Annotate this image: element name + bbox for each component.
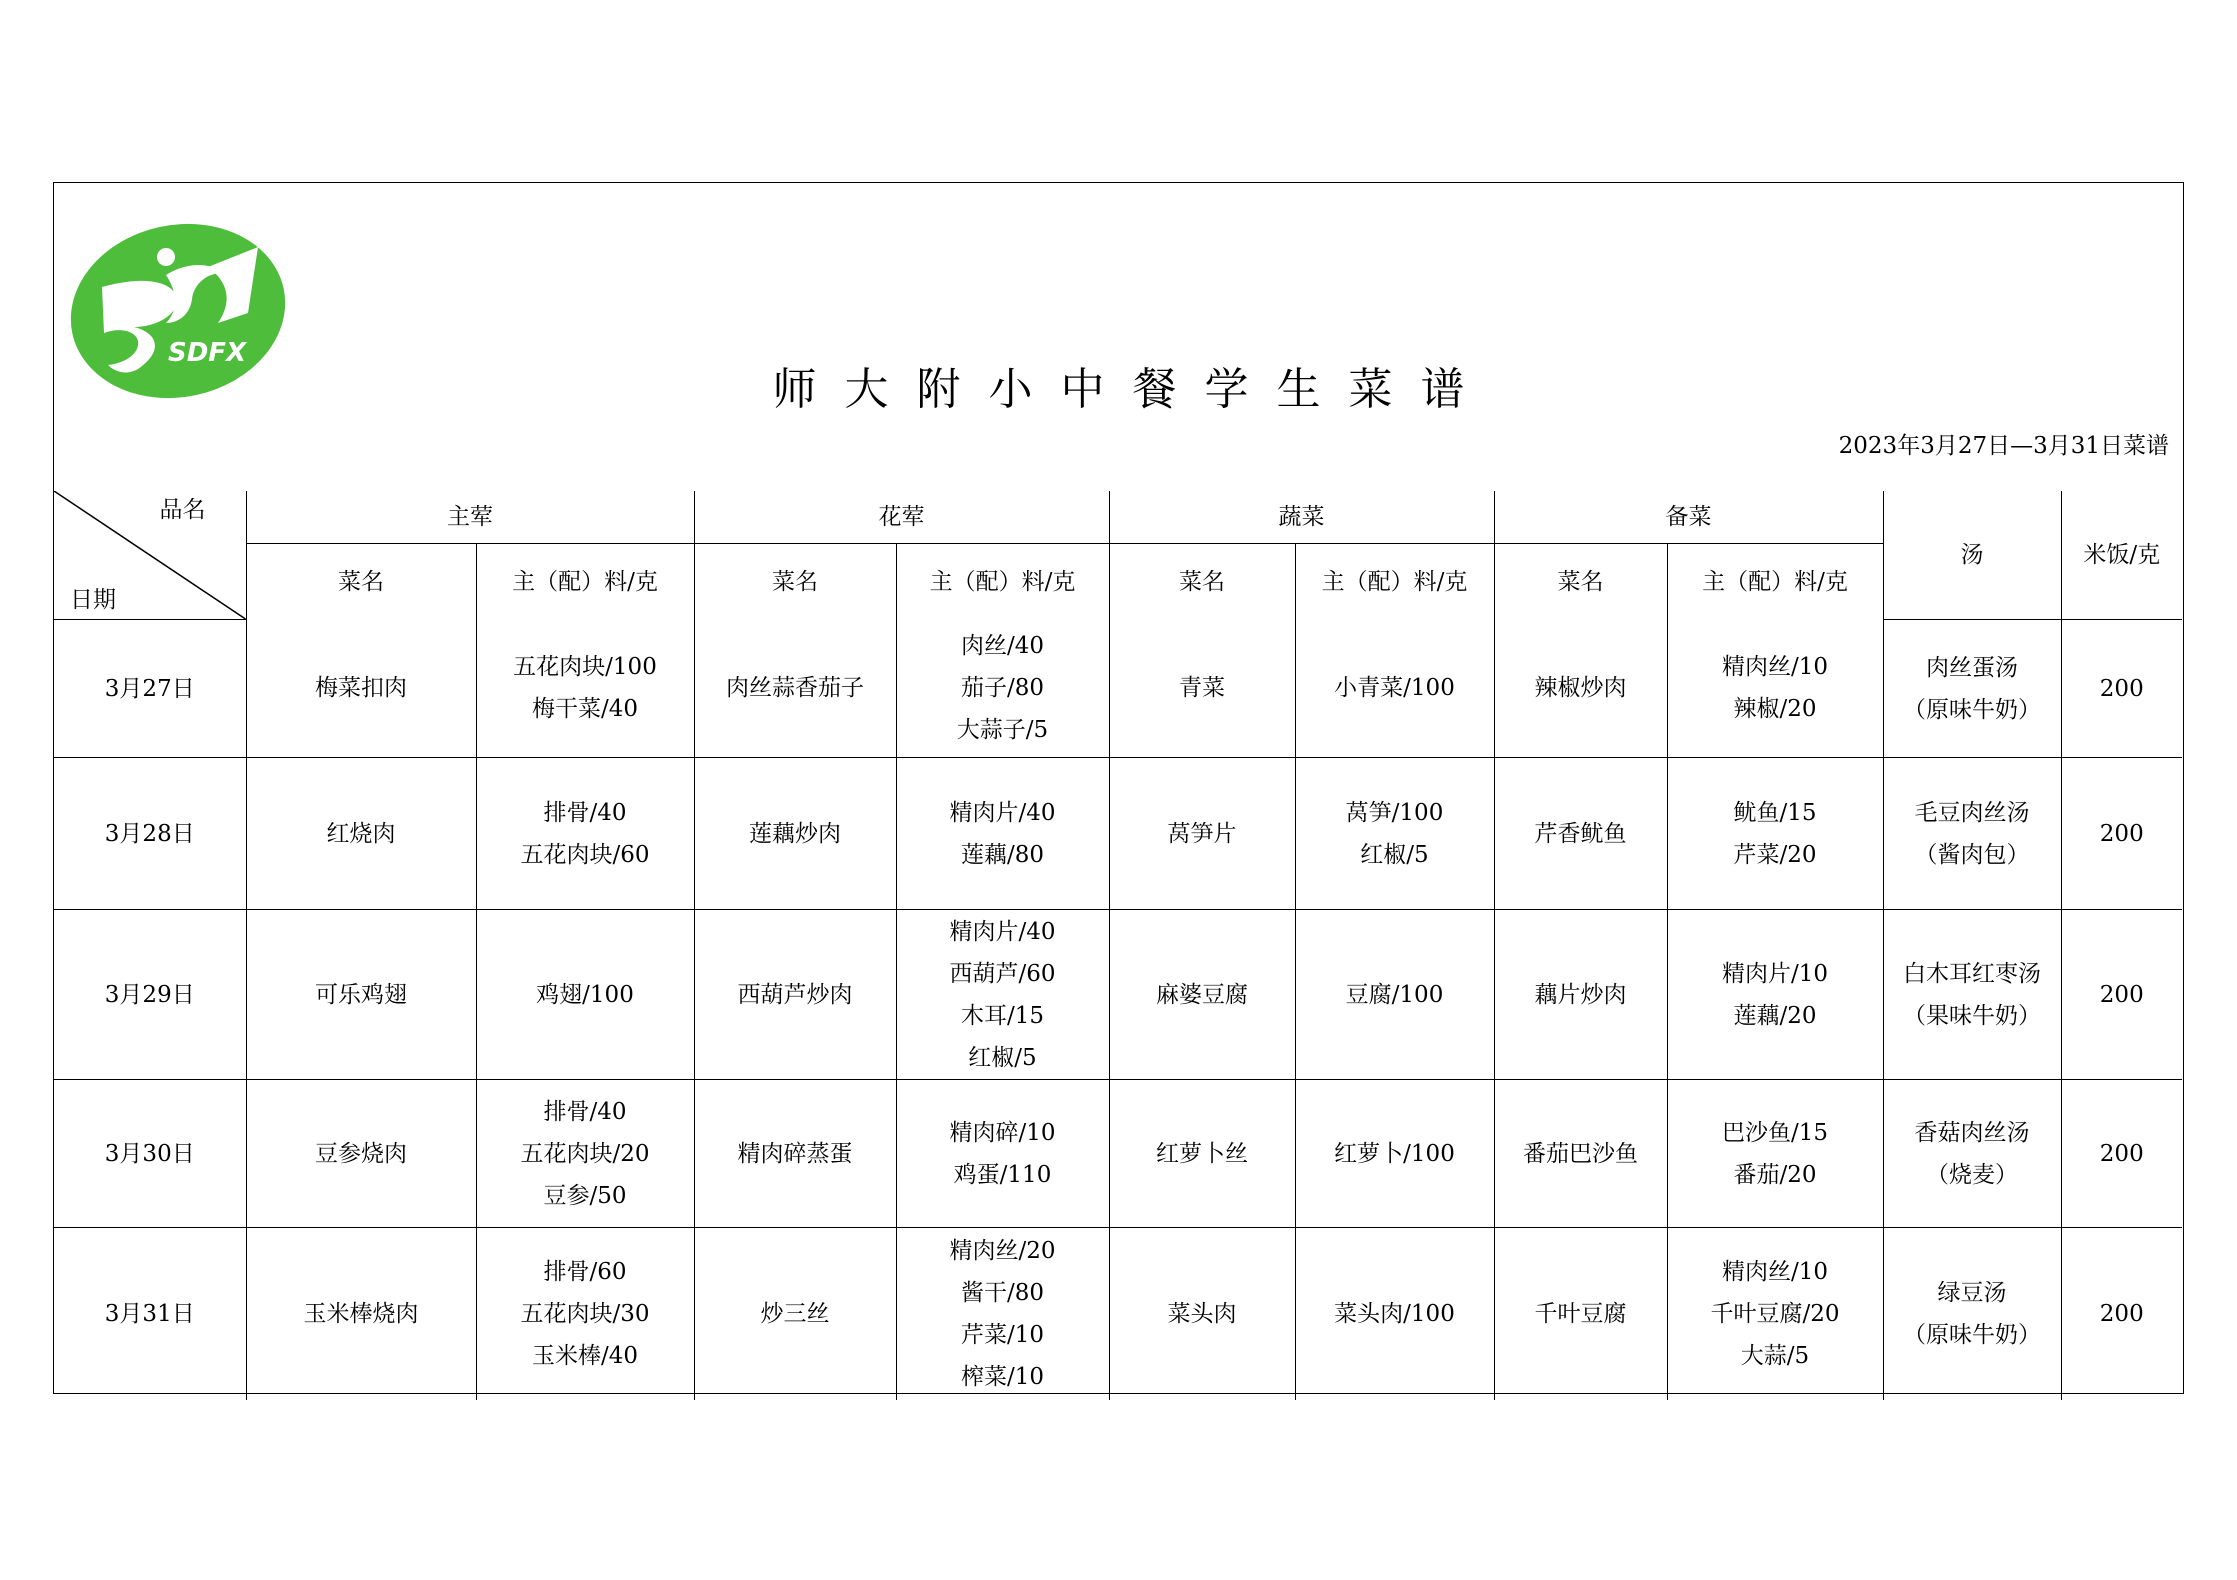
cell-line: 梅干菜/40 [531,696,638,723]
cell-line: 五花肉块/30 [520,1300,650,1327]
group-header-side: 备菜 [1494,491,1883,543]
flower-dish-ingredients-cell [896,1228,1109,1400]
corner-date-label: 日期 [70,587,116,613]
flower-dish-ingredients-cell [896,620,1109,758]
cell-line: 绿豆汤 [1937,1279,2007,1306]
rice-cell: 200 [2061,910,2182,1080]
sub-header-dish-name: 菜名 [1494,543,1667,619]
rice-cell: 200 [2061,1228,2182,1400]
group-header-veg: 蔬菜 [1109,491,1494,543]
vegetable-dish-name-cell: 莴笋片 [1109,758,1295,910]
vegetable-dish-ingredients-cell [1295,1228,1494,1400]
sub-header-ingredients: 主（配）料/克 [896,543,1109,619]
corner-item-label: 品名 [159,497,206,523]
logo-text: SDFX [168,338,247,368]
vegetable-dish-name-cell: 麻婆豆腐 [1109,910,1295,1080]
cell-line: 红萝卜/100 [1334,1140,1455,1167]
cell-line: （烧麦） [1926,1161,2018,1188]
rice-cell: 200 [2061,758,2182,910]
table-row [54,620,2182,758]
group-header-flower: 花荤 [694,491,1109,543]
cell-line: （果味牛奶） [1903,1002,2041,1029]
main-dish-ingredients-cell [476,910,694,1080]
flower-dish-ingredients-cell [896,758,1109,910]
cell-line: 五花肉块/60 [520,841,650,868]
soup-cell [1883,620,2061,758]
sub-header-dish-name: 菜名 [246,543,476,619]
group-header-main: 主荤 [246,491,694,543]
cell-line: 芹菜/10 [960,1321,1044,1348]
cell-line: 菜头肉/100 [1334,1300,1455,1327]
table-row [54,1080,2182,1228]
main-dish-ingredients-cell [476,758,694,910]
side-dish-ingredients-cell [1667,1228,1883,1400]
cell-line: 红椒/5 [968,1044,1037,1071]
cell-line: 豆参/50 [543,1182,627,1209]
side-dish-name-cell: 番茄巴沙鱼 [1494,1080,1667,1228]
cell-line: 酱干/80 [960,1279,1044,1306]
side-dish-ingredients-cell [1667,758,1883,910]
cell-line: 鸡蛋/110 [953,1161,1052,1188]
cell-line: 精肉片/40 [949,918,1056,945]
menu-sheet [53,182,2184,1394]
rice-cell: 200 [2061,620,2182,758]
soup-header: 汤 [1883,491,2061,620]
soup-cell [1883,1228,2061,1400]
cell-line: 木耳/15 [960,1002,1044,1029]
cell-line: 白木耳红枣汤 [1903,960,2041,987]
cell-line: 莲藕/20 [1733,1002,1817,1029]
cell-line: 五花肉块/100 [513,654,657,681]
side-dish-name-cell: 千叶豆腐 [1494,1228,1667,1400]
cell-line: 鱿鱼/15 [1733,799,1817,826]
sub-header-dish-name: 菜名 [694,543,896,619]
main-dish-ingredients-cell [476,1080,694,1228]
soup-cell [1883,1080,2061,1228]
date-cell: 3月27日 [54,620,246,758]
cell-line: 玉米棒/40 [531,1342,638,1369]
cell-line: 排骨/40 [543,799,627,826]
soup-cell [1883,910,2061,1080]
cell-line: 西葫芦/60 [949,960,1056,987]
sub-header-ingredients: 主（配）料/克 [1295,543,1494,619]
cell-line: 红椒/5 [1360,841,1429,868]
cell-line: 千叶豆腐/20 [1710,1300,1840,1327]
soup-cell [1883,758,2061,910]
page-title: 师大附小中餐学生菜谱 [772,364,1493,415]
vegetable-dish-ingredients-cell [1295,620,1494,758]
cell-line: 精肉丝/10 [1721,654,1828,681]
main-dish-name-cell: 红烧肉 [246,758,476,910]
cell-line: 精肉丝/10 [1721,1258,1828,1285]
cell-line: 番茄/20 [1733,1161,1817,1188]
cell-line: 莲藕/80 [960,841,1044,868]
flower-dish-name-cell: 炒三丝 [694,1228,896,1400]
cell-line: 精肉丝/20 [949,1237,1056,1264]
table-row [54,758,2182,910]
cell-line: 鸡翅/100 [536,981,634,1008]
side-dish-ingredients-cell [1667,620,1883,758]
main-dish-ingredients-cell [476,1228,694,1400]
rice-header: 米饭/克 [2061,491,2182,620]
table-row [54,910,2182,1080]
side-dish-ingredients-cell [1667,910,1883,1080]
menu-body [54,620,2182,1400]
sub-header-dish-name: 菜名 [1109,543,1295,619]
main-dish-ingredients-cell [476,620,694,758]
vegetable-dish-ingredients-cell [1295,910,1494,1080]
vegetable-dish-name-cell: 菜头肉 [1109,1228,1295,1400]
cell-line: 毛豆肉丝汤 [1914,799,2030,826]
cell-line: （原味牛奶） [1903,696,2041,723]
corner-header-cell [54,491,246,620]
date-cell: 3月29日 [54,910,246,1080]
vegetable-dish-ingredients-cell [1295,1080,1494,1228]
flower-dish-name-cell: 西葫芦炒肉 [694,910,896,1080]
cell-line: 肉丝蛋汤 [1926,654,2018,681]
cell-line: 排骨/60 [543,1258,627,1285]
side-dish-name-cell: 藕片炒肉 [1494,910,1667,1080]
cell-line: 茄子/80 [960,675,1044,702]
cell-line: （酱肉包） [1914,841,2030,868]
side-dish-name-cell: 辣椒炒肉 [1494,620,1667,758]
cell-line: 大蒜子/5 [956,717,1049,744]
cell-line: 五花肉块/20 [520,1140,650,1167]
main-dish-name-cell: 豆参烧肉 [246,1080,476,1228]
cell-line: 辣椒/20 [1733,696,1817,723]
date-range-subtitle: 2023年3月27日—3月31日菜谱 [1838,433,2169,459]
sub-header-ingredients: 主（配）料/克 [476,543,694,619]
table-row [54,1228,2182,1400]
vegetable-dish-name-cell: 青菜 [1109,620,1295,758]
cell-line: 精肉片/40 [949,799,1056,826]
menu-table [54,491,2182,1400]
cell-line: 巴沙鱼/15 [1721,1119,1828,1146]
cell-line: 莴笋/100 [1345,799,1444,826]
date-cell: 3月30日 [54,1080,246,1228]
flower-dish-name-cell: 肉丝蒜香茄子 [694,620,896,758]
cell-line: 精肉片/10 [1721,960,1828,987]
cell-line: 排骨/40 [543,1098,627,1125]
cell-line: 小青菜/100 [1334,675,1455,702]
side-dish-ingredients-cell [1667,1080,1883,1228]
cell-line: 榨菜/10 [960,1363,1044,1390]
side-dish-name-cell: 芹香鱿鱼 [1494,758,1667,910]
flower-dish-ingredients-cell [896,910,1109,1080]
cell-line: 精肉碎/10 [949,1119,1056,1146]
sub-header-ingredients: 主（配）料/克 [1667,543,1883,619]
cell-line: 豆腐/100 [1345,981,1444,1008]
main-dish-name-cell: 可乐鸡翅 [246,910,476,1080]
flower-dish-ingredients-cell [896,1080,1109,1228]
flower-dish-name-cell: 莲藕炒肉 [694,758,896,910]
cell-line: 香菇肉丝汤 [1914,1119,2030,1146]
date-cell: 3月31日 [54,1228,246,1400]
header-area [54,183,2183,491]
vegetable-dish-name-cell: 红萝卜丝 [1109,1080,1295,1228]
cell-line: （原味牛奶） [1903,1321,2041,1348]
cell-line: 芹菜/20 [1733,841,1817,868]
main-dish-name-cell: 玉米棒烧肉 [246,1228,476,1400]
date-cell: 3月28日 [54,758,246,910]
flower-dish-name-cell: 精肉碎蒸蛋 [694,1080,896,1228]
main-dish-name-cell: 梅菜扣肉 [246,620,476,758]
cell-line: 肉丝/40 [960,633,1044,660]
vegetable-dish-ingredients-cell [1295,758,1494,910]
rice-cell: 200 [2061,1080,2182,1228]
cell-line: 大蒜/5 [1740,1342,1810,1369]
